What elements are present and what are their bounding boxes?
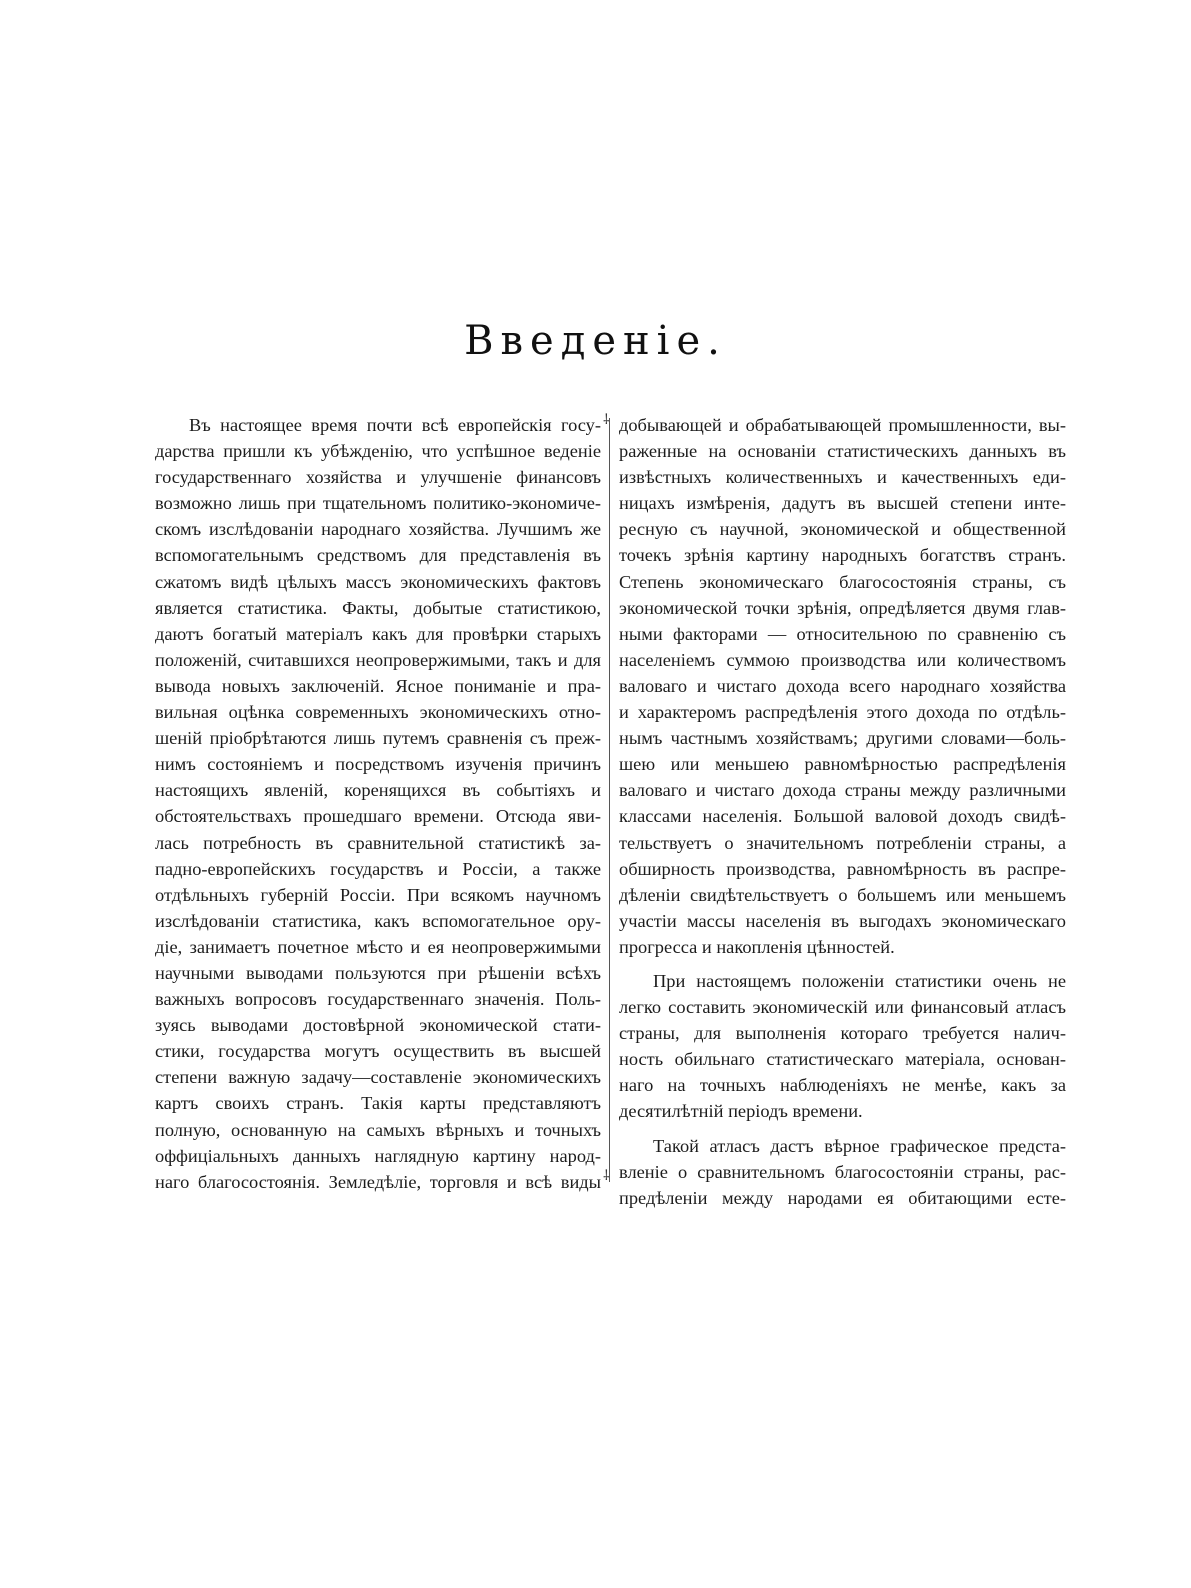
text-line: точекъ зрѣнія картину народныхъ богатствъ странъ. [619,545,1066,566]
text-line: сжатомъ видѣ цѣлыхъ массъ экономическихъ фактовъ [155,571,601,592]
text-line: научными выводами пользуются при рѣшеніи всѣхъ [155,962,601,983]
text-line: дарства пришли къ убѣжденію, что успѣшное веденіе [155,441,601,462]
text-line: прогресса и накопленія цѣнностей. [619,936,895,957]
text-line: Такой атласъ дастъ вѣрное графическое предста- [653,1135,1066,1156]
right-text-column [619,412,1066,1211]
text-line: валоваго и чистаго дохода всего народнаго хозяйства [619,675,1066,696]
text-line: стики, государства могутъ осуществить въ высшей [155,1041,601,1062]
text-line: раженные на основаніи статистическихъ данныхъ въ [619,441,1066,462]
text-line: нымъ частнымъ хозяйствамъ; другими словами—боль- [619,728,1066,749]
text-line: легко составить экономическій или финансовый атласъ [619,997,1066,1018]
text-line: дѣленіи свидѣтельствуетъ о большемъ или меньшемъ [619,884,1066,905]
text-line: важныхъ вопросовъ государственнаго значенія. Поль- [155,989,601,1010]
text-line: настоящихъ явленій, коренящихся въ событіяхъ и [155,780,601,801]
text-line: добывающей и обрабатывающей промышленности, вы- [619,415,1066,435]
text-line: шею или меньшею равномѣрностью распредѣленія [619,754,1066,775]
paragraph-gap [619,960,1066,968]
text-line: зуясь выводами достовѣрной экономической стати- [155,1015,601,1036]
text-line: оффиціальныхъ данныхъ наглядную картину народ- [155,1145,601,1166]
text-line: участіи массы населенія въ выгодахъ экономическаго [619,910,1066,931]
text-line: извѣстныхъ количественныхъ и качественныхъ еди- [619,467,1066,488]
text-line: скомъ изслѣдованіи народнаго хозяйства. Лучшимъ же [155,519,601,540]
text-line: государственнаго хозяйства и улучшеніе финансовъ [155,467,601,488]
text-line: ными факторами — относительною по сравненію съ [619,623,1066,644]
text-line: падно-европейскихъ государствъ и Россіи, а также [155,858,601,879]
text-line: обстоятельствахъ прошедшаго времени. Отсюда яви- [155,806,601,827]
text-line: полную, основанную на самыхъ вѣрныхъ и точныхъ [155,1119,601,1140]
text-line: обширность производства, равномѣрность въ распре- [619,858,1066,879]
text-line: тельствуетъ о значительномъ потребленіи страны, а [619,832,1066,853]
text-line: населеніемъ суммою производства или количествомъ [619,649,1066,670]
text-line: Степень экономическаго благосостоянія страны, съ [619,571,1066,592]
text-line: валоваго и чистаго дохода страны между различными [619,780,1066,801]
text-line: страны, для выполненія котораго требуется налич- [619,1023,1066,1044]
text-line: экономической точки зрѣнія, опредѣляется двумя глав- [619,597,1066,618]
text-line: возможно лишь при тщательномъ политико-экономиче- [155,493,601,514]
text-line: является статистика. Факты, добытые статистикою, [155,597,601,618]
text-line: Въ настоящее время почти всѣ европейскія госу- [189,415,601,435]
column-divider [609,418,610,1182]
text-line: ницахъ измѣренія, дадутъ въ высшей степени инте- [619,493,1066,514]
text-line: ность обильнаго статистическаго матеріала, основан- [619,1049,1066,1070]
text-line: картъ своихъ странъ. Такія карты представляютъ [155,1093,601,1114]
text-line: діе, занимаетъ почетное мѣсто и ея неопровержимыми [155,936,601,957]
text-line: вленіе о сравнительномъ благосостояніи страны, рас- [619,1161,1066,1182]
text-line: ресную съ научной, экономической и общественной [619,519,1066,540]
text-line: и характеромъ распредѣленія этого дохода по отдѣль- [619,702,1066,723]
text-line: степени важную задачу—составленіе экономическихъ [155,1067,601,1088]
text-line: наго благосостоянія. Земледѣліе, торговля и всѣ виды [155,1171,601,1192]
text-line: наго на точныхъ наблюденіяхъ не менѣе, какъ за [619,1075,1066,1096]
text-line: При настоящемъ положеніи статистики очень не [653,970,1066,991]
text-line: шеній пріобрѣтаются лишь путемъ сравненія съ преж- [155,728,601,749]
text-line: лась потребность въ сравнительной статистикѣ за- [155,832,601,853]
text-line: десятилѣтній періодъ времени. [619,1101,863,1122]
text-line: положеній, считавшихся неопровержимыми, такъ и для [155,649,601,670]
column-top-marker-icon: ⸸ [603,412,610,428]
text-line: классами населенія. Большой валовой доходъ свидѣ- [619,806,1066,827]
text-line: вспомогательнымъ средствомъ для представленія въ [155,545,601,566]
page-title: Введеніе. [464,318,727,364]
text-line: вывода новыхъ заключеній. Ясное пониманіе и пра- [155,675,601,696]
text-line: нимъ состояніемъ и посредствомъ изученія причинъ [155,754,601,775]
text-line: вильная оцѣнка современныхъ экономическихъ отно- [155,702,601,723]
left-text-column [155,412,601,1195]
text-line: предѣленіи между народами ея обитающими есте- [619,1187,1066,1208]
text-line: изслѣдованіи статистика, какъ вспомогательное ору- [155,910,601,931]
text-line: даютъ богатый матеріалъ какъ для провѣрки старыхъ [155,623,601,644]
paragraph-gap [619,1125,1066,1133]
column-bottom-marker-icon: ⸸ [603,1168,610,1184]
text-line: отдѣльныхъ губерній Россіи. При всякомъ научномъ [155,884,601,905]
